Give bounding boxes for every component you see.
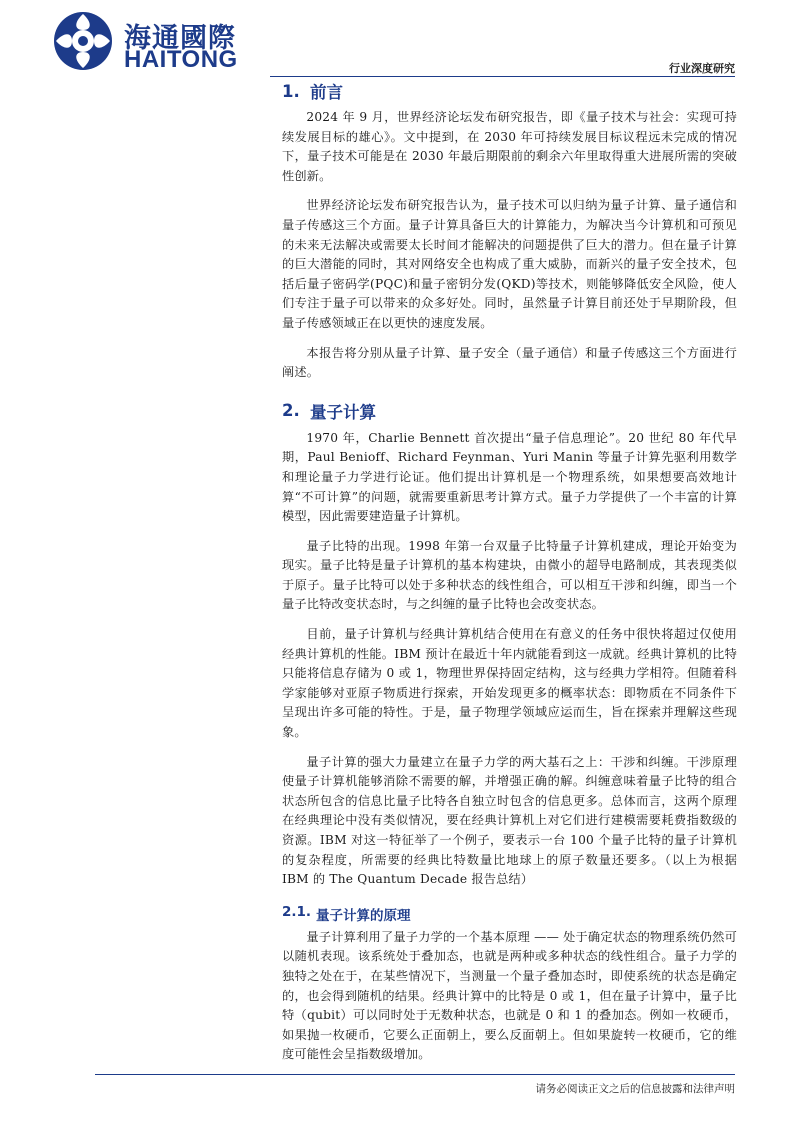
logo-english-name: HAITONG bbox=[124, 46, 238, 73]
footer-divider bbox=[95, 1074, 735, 1075]
paragraph: 世界经济论坛发布研究报告认为，量子技术可以归纳为量子计算、量子通信和量子传感这三个方面。量子计算具备巨大的计算能力，为解决当今计算机和可预见的未来无法解决或需要太长时间才能解决的问题提供了巨大的潜力。但在量子计算的巨大潜能的同时，其对网络安全也构成了重大威胁，而新兴的量子安全技术，包括后量子密码学(PQC)和量子密钥分发(QKD)等技术，则能够降低安全风险，使人们专注于量子可以带来的众多好处。同时，虽然量子计算目前还处于早期阶段，但量子传感领域正在以更快的速度发展。 bbox=[282, 198, 737, 330]
subsection-number: 2.1. bbox=[282, 903, 312, 920]
paragraph: 2024 年 9 月，世界经济论坛发布研究报告，即《量子技术与社会：实现可持续发展目标的雄心》。文中提到，在 2030 年可持续发展目标议程远未完成的情况下，量子技术可能是在 2030 年最后期限前的剩余六年里取得重大进展所需的突破性创新。 bbox=[282, 110, 737, 183]
paragraph: 量子比特的出现。1998 年第一台双量子比特量子计算机建成，理论开始变为现实。量子比特是量子计算机的基本构建块，由微小的超导电路制成，其表现类似于原子。量子比特可以处于多种状态的线性组合，可以相互干涉和纠缠，即当一个量子比特改变状态时，与之纠缠的量子比特也会改变状态。 bbox=[282, 538, 737, 612]
paragraph: 量子计算利用了量子力学的一个基本原理 —— 处于确定状态的物理系统仍然可以随机表现。该系统处于叠加态，也就是两种或多种状态的线性组合。量子力学的独特之处在于，在某些情况下，当测量一个量子叠加态时，即使系统的状态是确定的，也会得到随机的结果。经典计算中的比特是 0 或 1，但在量子计算中，量子比特（qubit）可以同时处于无数种状态，也就是 0 和 1 的叠加态。例如一枚硬币，如果抛一枚硬币，它要么正面朝上，要么反面朝上。但如果旋转一枚硬币，它的维度可能性会呈指数级增加。 bbox=[282, 929, 737, 1062]
section-heading-quantum-computing bbox=[282, 399, 737, 423]
paragraph: 目前，量子计算机与经典计算机结合使用在有意义的任务中很快将超过仅使用经典计算机的性能。IBM 预计在最近十年内就能看到这一成就。经典计算机的比特只能将信息存储为 0 或 1，物理世界保持固定结构，这与经典力学相符。但随着科学家能够对亚原子物质进行探索，开始发现更多的概率状态：即物质在不同条件下呈现出许多可能的特性。于是，量子物理学领域应运而生，旨在探索并理解这些现象。 bbox=[282, 627, 737, 740]
paragraph: 本报告将分别从量子计算、量子安全（量子通信）和量子传感这三个方面进行阐述。 bbox=[282, 345, 737, 380]
subsection-title: 量子计算的原理 bbox=[316, 907, 411, 924]
report-body bbox=[282, 80, 737, 1065]
report-type-tag: 行业深度研究 bbox=[669, 62, 735, 75]
subsection-heading-principles bbox=[282, 904, 737, 924]
header-divider bbox=[270, 76, 735, 77]
section-title: 量子计算 bbox=[310, 402, 376, 422]
paragraph: 1970 年，Charlie Bennett 首次提出“量子信息理论”。20 世纪 80 年代早期，Paul Benioff、Richard Feynman、Yuri Manin 等量子计算先驱利用数学和理论量子力学进行论证。他们提出计算机是一个物理系统，如果想要高效地计算“不可计算”的问题，就需要重新思考计算方式。量子力学提供了一个丰富的计算模型，因此需要建造量子计算机。 bbox=[282, 430, 737, 524]
section-heading-preface bbox=[282, 80, 737, 102]
section-title: 前言 bbox=[310, 83, 343, 102]
paragraph: 量子计算的强大力量建立在量子力学的两大基石之上：干涉和纠缠。干涉原理使量子计算机能够消除不需要的解，并增强正确的解。纠缠意味着量子比特的组合状态所包含的信息比量子比特各自独立时包含的信息更多。总体而言，这两个原理在经典理论中没有类似情况，要在经典计算机上对它们进行建模需要耗费指数级的资源。IBM 对这一特征举了一个例子，要表示一台 100 个量子比特的量子计算机的复杂程度，所需要的经典比特数量比地球上的原子数量还要多。（以上为根据 IBM 的 The Quantum Decade 报告总结） bbox=[282, 754, 737, 887]
haitong-emblem-icon bbox=[52, 10, 114, 72]
footer-disclaimer: 请务必阅读正文之后的信息披露和法律声明 bbox=[535, 1083, 735, 1095]
haitong-logo bbox=[52, 10, 252, 73]
section-number: 1. bbox=[282, 81, 300, 101]
section-number: 2. bbox=[282, 401, 300, 421]
logo-chinese-name: 海通國際 bbox=[124, 23, 236, 54]
